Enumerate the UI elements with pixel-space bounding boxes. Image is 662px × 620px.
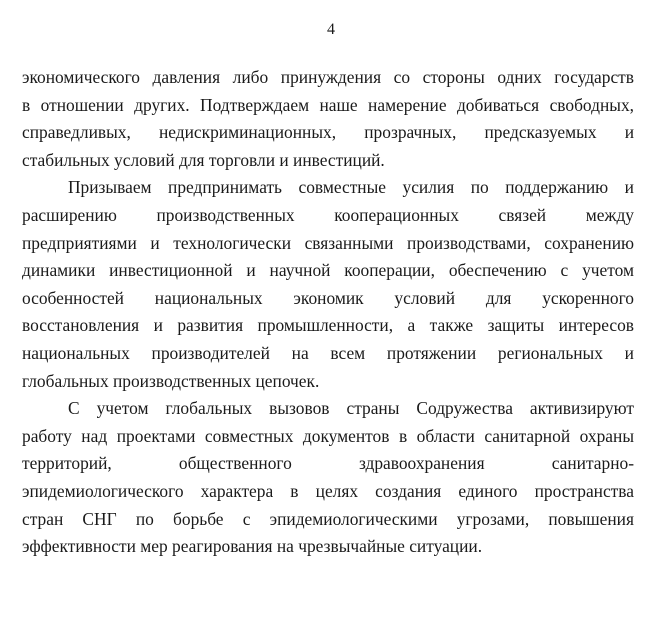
text-line: в отношении других. Подтверждаем наше намерение добиваться свободных, — [22, 94, 634, 115]
text-line: территорий, общественного здравоохранения санитарно- — [22, 453, 634, 474]
text-line: расширению производственных кооперационных связей между — [22, 204, 634, 225]
text-line: эффективности мер реагирования на чрезвычайные ситуации. — [22, 536, 483, 557]
text-line: динамики инвестиционной и научной кооперации, обеспечению с учетом — [22, 260, 634, 281]
text-line: восстановления и развития промышленности, а также защиты интересов — [22, 315, 634, 336]
text-line: эпидемиологического характера в целях создания единого пространства — [22, 480, 634, 501]
text-line: С учетом глобальных вызовов страны Содружества активизируют — [68, 398, 634, 419]
text-line: национальных производителей на всем протяжении региональных и — [22, 342, 634, 363]
body-text — [22, 64, 634, 561]
page-number: 4 — [327, 21, 335, 38]
text-line: глобальных производственных цепочек. — [22, 370, 320, 391]
paragraph-3 — [22, 395, 634, 561]
text-line: Призываем предпринимать совместные усилия по поддержанию и — [68, 177, 634, 198]
text-line: экономического давления либо принуждения со стороны одних государств — [22, 67, 634, 87]
text-line: стабильных условий для торговли и инвестиций. — [22, 149, 385, 170]
text-line: работу над проектами совместных документов в области санитарной охраны — [22, 425, 634, 446]
text-line: справедливых, недискриминационных, прозрачных, предсказуемых и — [22, 122, 634, 143]
text-line: предприятиями и технологически связанными производствами, сохранению — [22, 232, 634, 253]
text-line: особенностей национальных экономик условий для ускоренного — [22, 287, 634, 308]
paragraph-1 — [22, 64, 634, 174]
paragraph-2 — [22, 174, 634, 395]
text-line: стран СНГ по борьбе с эпидемиологическими угрозами, повышения — [22, 508, 634, 529]
